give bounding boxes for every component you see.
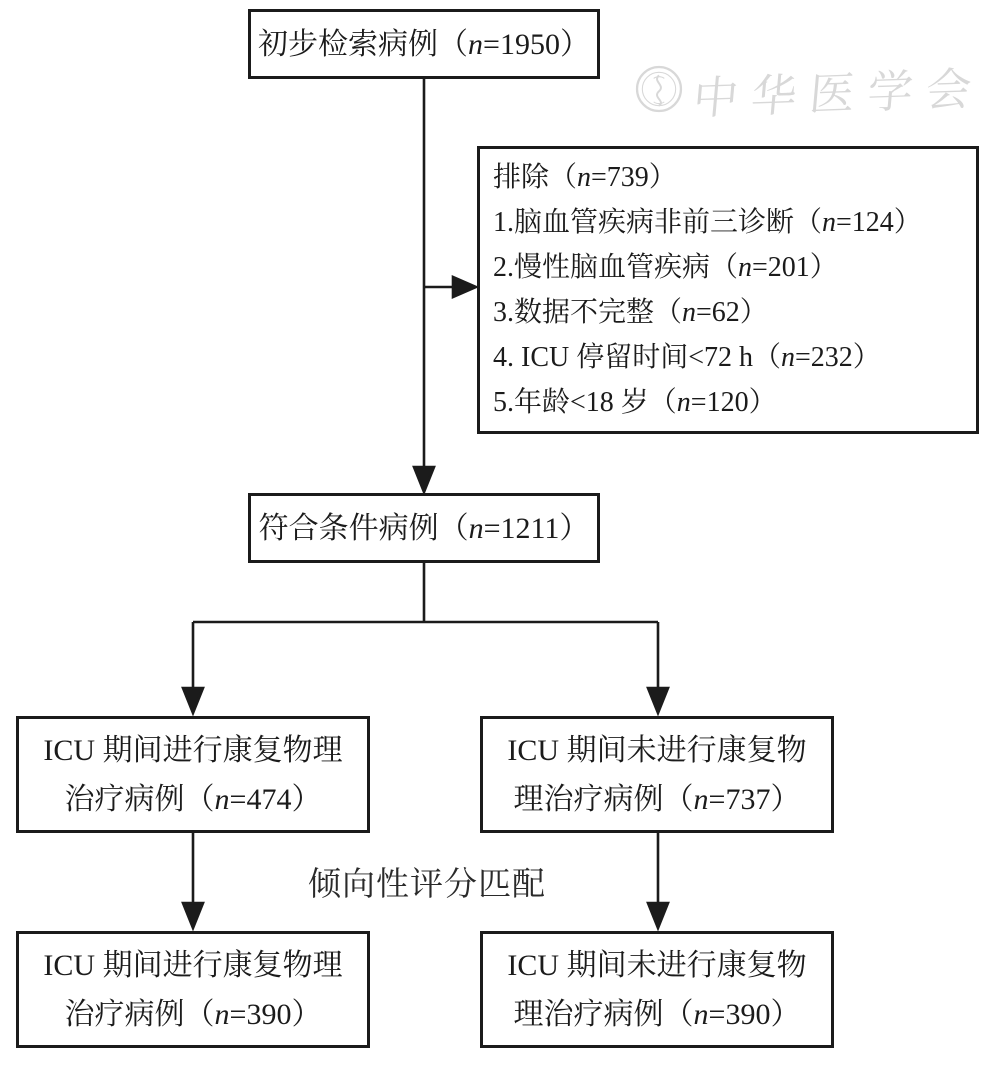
excluded-reason-1: 1.脑血管疾病非前三诊断（n=124） bbox=[493, 207, 922, 238]
rehab-matched-line-1: ICU 期间进行康复物理 bbox=[43, 948, 343, 982]
arrowhead-to-control-matched bbox=[648, 903, 668, 928]
arrowhead-to-excluded bbox=[453, 277, 476, 297]
excluded-cases-box bbox=[477, 146, 979, 434]
excluded-reason-2: 2.慢性脑血管疾病（n=201） bbox=[493, 252, 838, 283]
rehab-group-line-2: 治疗病例（n=474） bbox=[64, 782, 322, 816]
excluded-reason-3: 3.数据不完整（n=62） bbox=[493, 297, 768, 328]
rehab-group-line-1: ICU 期间进行康复物理 bbox=[43, 733, 343, 767]
arrowhead-to-rehab bbox=[183, 688, 203, 713]
control-matched-line-2: 理治疗病例（n=390） bbox=[513, 997, 801, 1031]
initial-cases-box bbox=[248, 9, 600, 79]
control-group-box bbox=[480, 716, 834, 833]
rehab-matched-box bbox=[16, 931, 370, 1048]
psm-label: 倾向性评分匹配 bbox=[308, 867, 546, 903]
initial-cases-label: 初步检索病例（n=1950） bbox=[258, 27, 590, 61]
rehab-group-box bbox=[16, 716, 370, 833]
arrowhead-to-control bbox=[648, 688, 668, 713]
eligible-cases-box bbox=[248, 493, 600, 563]
control-matched-box bbox=[480, 931, 834, 1048]
excluded-total-label: 排除（n=739） bbox=[493, 162, 677, 193]
arrowhead-to-eligible bbox=[414, 467, 434, 492]
rehab-matched-line-2: 治疗病例（n=390） bbox=[64, 997, 322, 1031]
control-group-line-2: 理治疗病例（n=737） bbox=[513, 782, 801, 816]
arrowhead-to-rehab-matched bbox=[183, 903, 203, 928]
excluded-reason-4: 4. ICU 停留时间<72 h（n=232） bbox=[493, 342, 881, 373]
connector-eligible-split bbox=[193, 563, 658, 688]
eligible-cases-label: 符合条件病例（n=1211） bbox=[258, 511, 590, 545]
control-group-line-1: ICU 期间未进行康复物 bbox=[507, 733, 807, 767]
watermark-text: 中华医学会 bbox=[690, 63, 987, 124]
control-matched-line-1: ICU 期间未进行康复物 bbox=[507, 948, 807, 982]
excluded-reason-5: 5.年龄<18 岁（n=120） bbox=[493, 387, 777, 418]
